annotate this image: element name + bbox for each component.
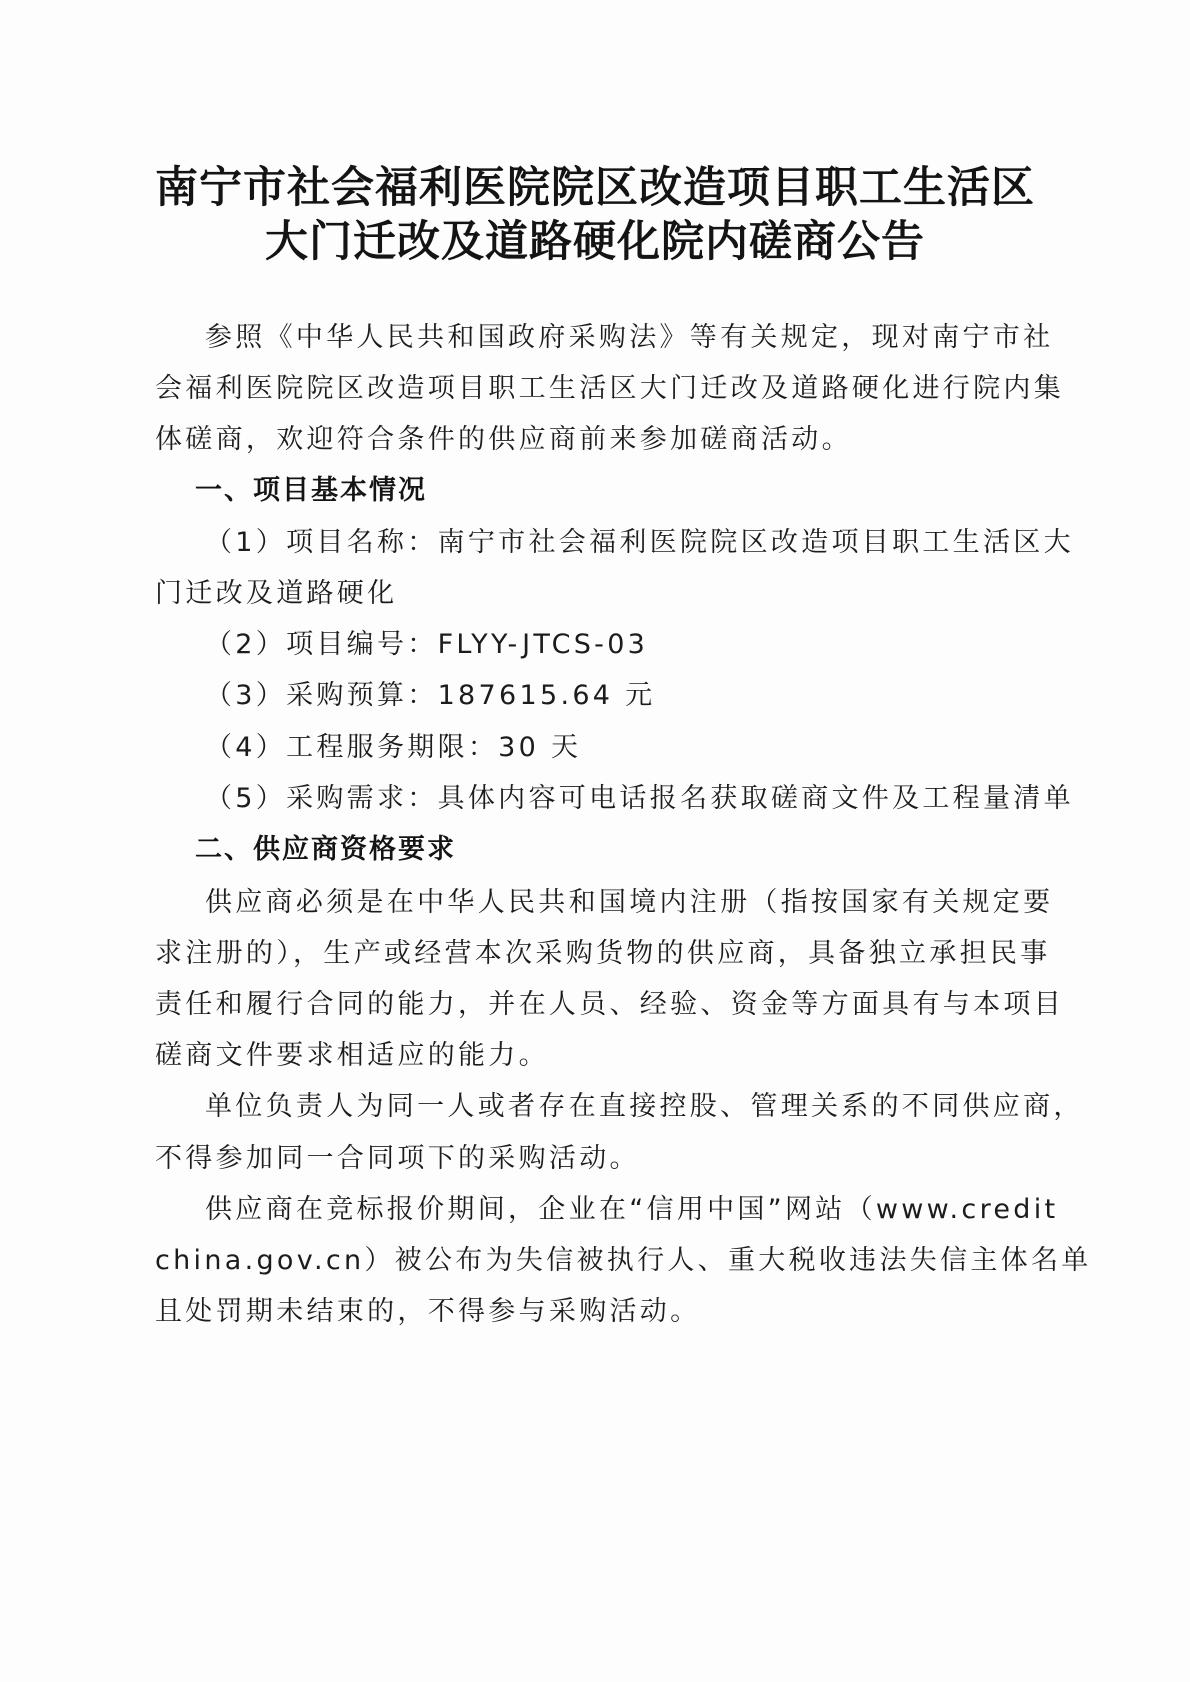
intro-line-1: 参照《中华人民共和国政府采购法》等有关规定，现对南宁市社 <box>205 322 1054 353</box>
item-5: （5）采购需求：具体内容可电话报名获取磋商文件及工程量清单 <box>205 783 1074 814</box>
item-1-line-2: 门迁改及道路硬化 <box>155 578 398 609</box>
item-2: （2）项目编号：FLYY-JTCS-03 <box>205 629 649 660</box>
qualification-p3-line-1: 供应商在竞标报价期间，企业在“信用中国”网站（www.credit <box>205 1194 1059 1225</box>
intro-line-2: 会福利医院院区改造项目职工生活区大门迁改及道路硬化进行院内集 <box>155 373 1064 404</box>
qualification-p3-line-2: china.gov.cn）被公布为失信被执行人、重大税收违法失信主体名单 <box>155 1245 1092 1276</box>
document-title-line-1: 南宁市社会福利医院院区改造项目职工生活区 <box>155 163 1035 213</box>
item-3: （3）采购预算：187615.64 元 <box>205 680 656 711</box>
qualification-p1-line-2: 求注册的），生产或经营本次采购货物的供应商，具备独立承担民事 <box>155 938 1051 969</box>
item-1-line-1: （1）项目名称：南宁市社会福利医院院区改造项目职工生活区大 <box>205 527 1074 558</box>
qualification-p1-line-1: 供应商必须是在中华人民共和国境内注册（指按国家有关规定要 <box>205 887 1054 918</box>
qualification-p1-line-4: 磋商文件要求相适应的能力。 <box>155 1040 549 1071</box>
qualification-p2-line-1: 单位负责人为同一人或者存在直接控股、管理关系的不同供应商， <box>205 1091 1084 1122</box>
section-2-heading: 二、供应商资格要求 <box>195 834 456 865</box>
section-1-heading: 一、项目基本情况 <box>195 475 427 506</box>
intro-line-3: 体磋商，欢迎符合条件的供应商前来参加磋商活动。 <box>155 424 852 455</box>
qualification-p3-line-3: 且处罚期未结束的，不得参与采购活动。 <box>155 1296 701 1327</box>
item-4: （4）工程服务期限：30 天 <box>205 732 582 763</box>
qualification-p2-line-2: 不得参加同一合同项下的采购活动。 <box>155 1143 640 1174</box>
qualification-p1-line-3: 责任和履行合同的能力，并在人员、经验、资金等方面具有与本项目 <box>155 989 1064 1020</box>
document-title-line-2: 大门迁改及道路硬化院内磋商公告 <box>265 217 925 267</box>
